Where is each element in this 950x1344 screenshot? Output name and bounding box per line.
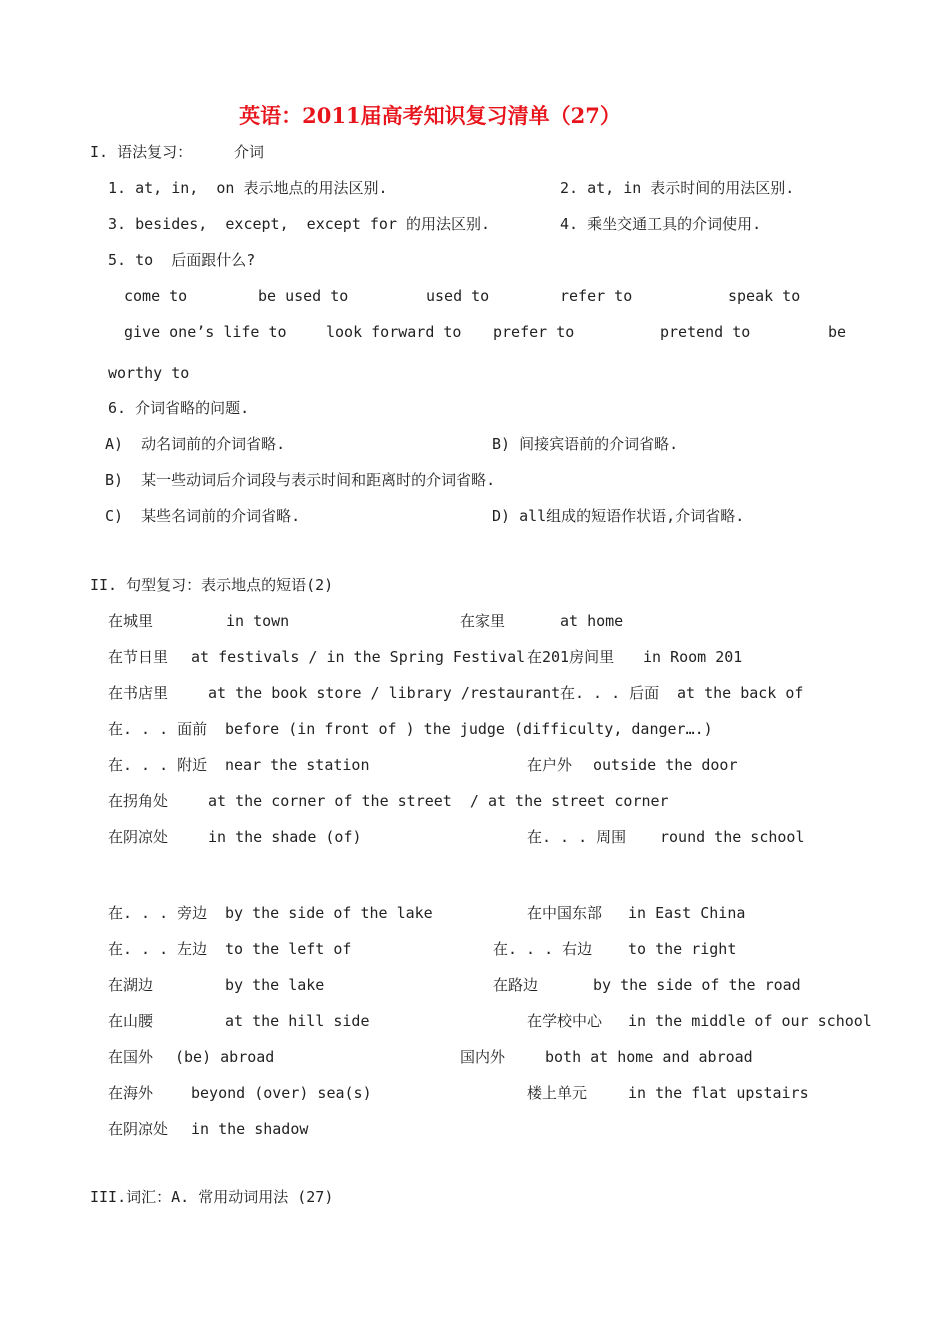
phrase: prefer to	[493, 323, 575, 341]
entry-zh: 在阴凉处	[108, 1120, 169, 1138]
entry-en: in town	[226, 612, 290, 630]
entry-en: in the shade (of)	[208, 828, 362, 846]
entry-en: both at home and abroad	[545, 1048, 753, 1066]
entry-en: to the left of	[225, 940, 352, 958]
entry-en: in East China	[628, 904, 746, 922]
phrase: be	[828, 323, 847, 341]
entry-zh: 在. . . 面前	[108, 720, 208, 738]
phrase: come to	[124, 287, 188, 305]
entry-zh: 在拐角处	[108, 792, 169, 810]
sub-item-b-verbs: B) 某一些动词后介词段与表示时间和距离时的介词省略.	[105, 471, 496, 489]
entry-en: round the school	[660, 828, 805, 846]
phrase: pretend to	[660, 323, 751, 341]
section-1-topic: 介词	[234, 143, 265, 161]
entry-zh: 在家里	[460, 612, 506, 630]
phrase: give one’s life to	[124, 323, 287, 341]
grammar-item-3: 3. besides, except, except for 的用法区别.	[108, 215, 491, 233]
phrase: look forward to	[326, 323, 462, 341]
entry-zh: 在. . . 后面	[560, 684, 660, 702]
entry-zh: 楼上单元	[527, 1084, 588, 1102]
entry-zh: 在201房间里	[527, 648, 615, 666]
entry-zh: 在湖边	[108, 976, 154, 994]
entry-zh: 在路边	[493, 976, 539, 994]
grammar-item-6: 6. 介词省略的问题.	[108, 399, 250, 417]
section-2-heading: II. 句型复习：表示地点的短语(2)	[90, 576, 334, 594]
entry-en: by the side of the lake	[225, 904, 433, 922]
entry-en: (be) abroad	[175, 1048, 275, 1066]
entry-en: beyond (over) sea(s)	[191, 1084, 372, 1102]
entry-zh: 在. . . 附近	[108, 756, 208, 774]
entry-en: at the book store / library /restaurant	[208, 684, 561, 702]
sub-item-c: C) 某些名词前的介词省略.	[105, 507, 301, 525]
entry-en: at the corner of the street / at the street corner	[208, 792, 669, 810]
entry-en: outside the door	[593, 756, 738, 774]
sub-item-d: D) all组成的短语作状语,介词省略.	[492, 507, 745, 525]
grammar-item-1: 1. at, in, on 表示地点的用法区别.	[108, 179, 388, 197]
entry-en: by the lake	[225, 976, 325, 994]
entry-en: at the back of	[677, 684, 804, 702]
entry-zh: 在阴凉处	[108, 828, 169, 846]
entry-zh: 在学校中心	[527, 1012, 603, 1030]
entry-en: in the flat upstairs	[628, 1084, 809, 1102]
entry-en: in Room 201	[643, 648, 743, 666]
phrase: refer to	[560, 287, 633, 305]
entry-zh: 在书店里	[108, 684, 169, 702]
entry-zh: 在. . . 旁边	[108, 904, 208, 922]
entry-en: near the station	[225, 756, 370, 774]
entry-zh: 在. . . 左边	[108, 940, 208, 958]
sub-item-a: A) 动名词前的介词省略.	[105, 435, 286, 453]
grammar-item-5: 5. to 后面跟什么?	[108, 251, 256, 269]
grammar-item-2: 2. at, in 表示时间的用法区别.	[560, 179, 795, 197]
sub-item-b: B) 间接宾语前的介词省略.	[492, 435, 679, 453]
phrase-continuation: worthy to	[108, 364, 190, 382]
entry-en: in the middle of our school	[628, 1012, 872, 1030]
phrase: be used to	[258, 287, 349, 305]
entry-zh: 在. . . 右边	[493, 940, 593, 958]
phrase: speak to	[728, 287, 801, 305]
entry-zh: 在户外	[527, 756, 573, 774]
entry-zh: 在国外	[108, 1048, 154, 1066]
page-title: 英语：2011届高考知识复习清单（27）	[239, 103, 621, 128]
entry-en: before (in front of ) the judge (difficulty, danger….)	[225, 720, 713, 738]
section-1-heading: I. 语法复习：	[90, 143, 193, 161]
entry-zh: 在城里	[108, 612, 154, 630]
entry-zh: 在海外	[108, 1084, 154, 1102]
entry-en: at festivals / in the Spring Festival	[191, 648, 526, 666]
entry-en: in the shadow	[191, 1120, 309, 1138]
entry-zh: 在中国东部	[527, 904, 603, 922]
section-3-heading: III.词汇：A. 常用动词用法 (27)	[90, 1188, 334, 1206]
entry-zh: 在节日里	[108, 648, 169, 666]
entry-zh: 国内外	[460, 1048, 506, 1066]
entry-en: by the side of the road	[593, 976, 801, 994]
grammar-item-4: 4. 乘坐交通工具的介词使用.	[560, 215, 762, 233]
phrase: used to	[426, 287, 490, 305]
entry-en: at the hill side	[225, 1012, 370, 1030]
entry-en: at home	[560, 612, 624, 630]
entry-zh: 在山腰	[108, 1012, 154, 1030]
entry-zh: 在. . . 周围	[527, 828, 627, 846]
entry-en: to the right	[628, 940, 737, 958]
